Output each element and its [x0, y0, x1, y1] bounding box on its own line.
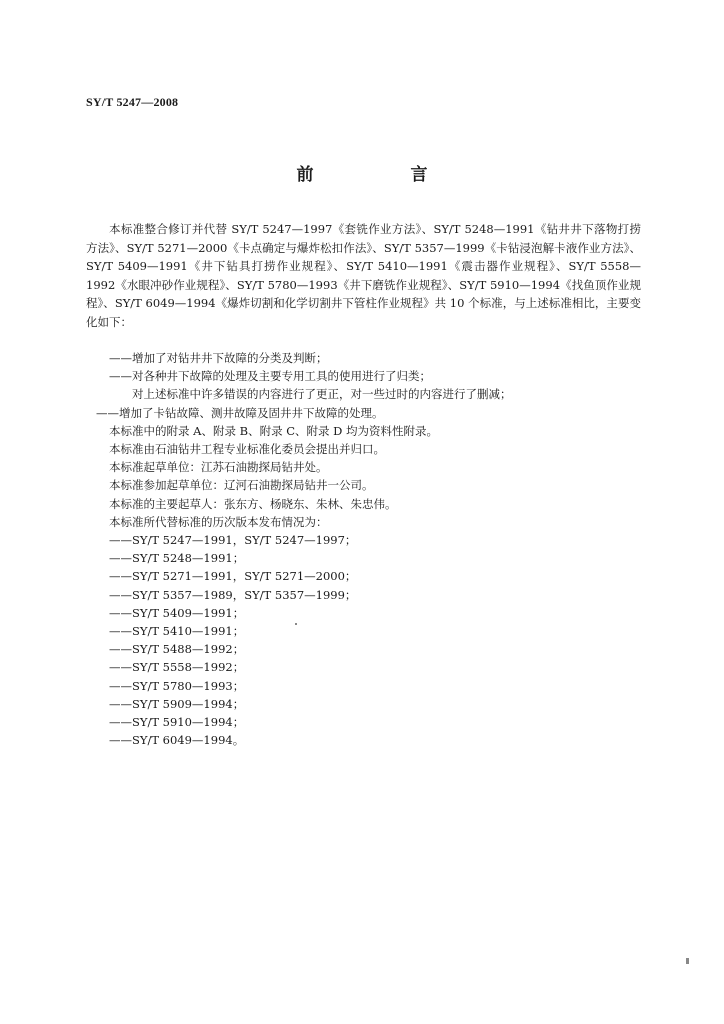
- change-item: 对上述标准中许多错误的内容进行了更正，对一些过时的内容进行了删减；: [132, 387, 512, 402]
- change-item: ——对各种井下故障的处理及主要专用工具的使用进行了归类；: [109, 369, 431, 384]
- statement-line: 本标准的主要起草人：张东方、杨晓东、朱林、朱忠伟。: [109, 496, 397, 511]
- history-item: ——SY/T 5247—1991，SY/T 5247—1997；: [109, 533, 357, 548]
- scan-speck: [295, 623, 297, 625]
- page-title: 前 言: [296, 165, 468, 185]
- change-item: ——增加了对钻井井下故障的分类及判断；: [109, 351, 328, 365]
- body-lines: [86, 349, 646, 749]
- statement-line: 本标准起草单位：江苏石油勘探局钻井处。: [109, 460, 328, 475]
- history-item: ——SY/T 5488—1992；: [109, 642, 245, 657]
- history-item: ——SY/T 5409—1991；: [109, 605, 245, 620]
- scan-speck: [686, 958, 689, 964]
- history-item: ——SY/T 5558—1992；: [109, 660, 245, 675]
- statement-line: 本标准由石油钻井工程专业标准化委员会提出并归口。: [109, 442, 385, 457]
- statement-line: 本标准参加起草单位：辽河石油勘探局钻井一公司。: [109, 478, 374, 493]
- history-item: ——SY/T 5357—1989，SY/T 5357—1999；: [109, 587, 357, 602]
- history-item: ——SY/T 5910—1994；: [109, 715, 245, 730]
- history-item: ——SY/T 5248—1991；: [109, 551, 245, 566]
- history-item: ——SY/T 5410—1991；: [109, 624, 245, 639]
- intro-paragraph: 本标准整合修订并代替 SY/T 5247—1997《套铣作业方法》、SY/T 5248—1991《钻井井下落物打捞方法》、SY/T 5271—2000《卡点确定与爆炸松扣作法》、SY/T 5357—1999《卡钻浸泡解卡液作业方法》、SY/T 5409—1991《井下钻具打捞作业规程》、SY/T 5410—1991《震击器作业规程》、SY/T 5558—1992《水眼冲砂作业规程》、SY/T 5780—1993《井下磨铣作业规程》、SY/T 5910—1994《找鱼顶作业规程》、SY/T 6049—1994《爆炸切割和化学切割井下管柱作业规程》共 10 个标准，与上述标准相比，主要变化如下：: [86, 222, 641, 329]
- history-item: ——SY/T 6049—1994。: [109, 733, 245, 748]
- statement-line: 本标准所代替标准的历次版本发布情况为：: [109, 514, 328, 529]
- history-item: ——SY/T 5780—1993；: [109, 678, 245, 693]
- history-item: ——SY/T 5271—1991，SY/T 5271—2000；: [109, 569, 357, 584]
- statement-line: 本标准中的附录 A、附录 B、附录 C、附录 D 均为资料性附录。: [109, 423, 439, 438]
- standard-number: SY/T 5247—2008: [86, 95, 179, 109]
- change-item: ——增加了卡钻故障、测井故障及固井井下故障的处理。: [96, 405, 384, 420]
- history-item: ——SY/T 5909—1994；: [109, 696, 245, 711]
